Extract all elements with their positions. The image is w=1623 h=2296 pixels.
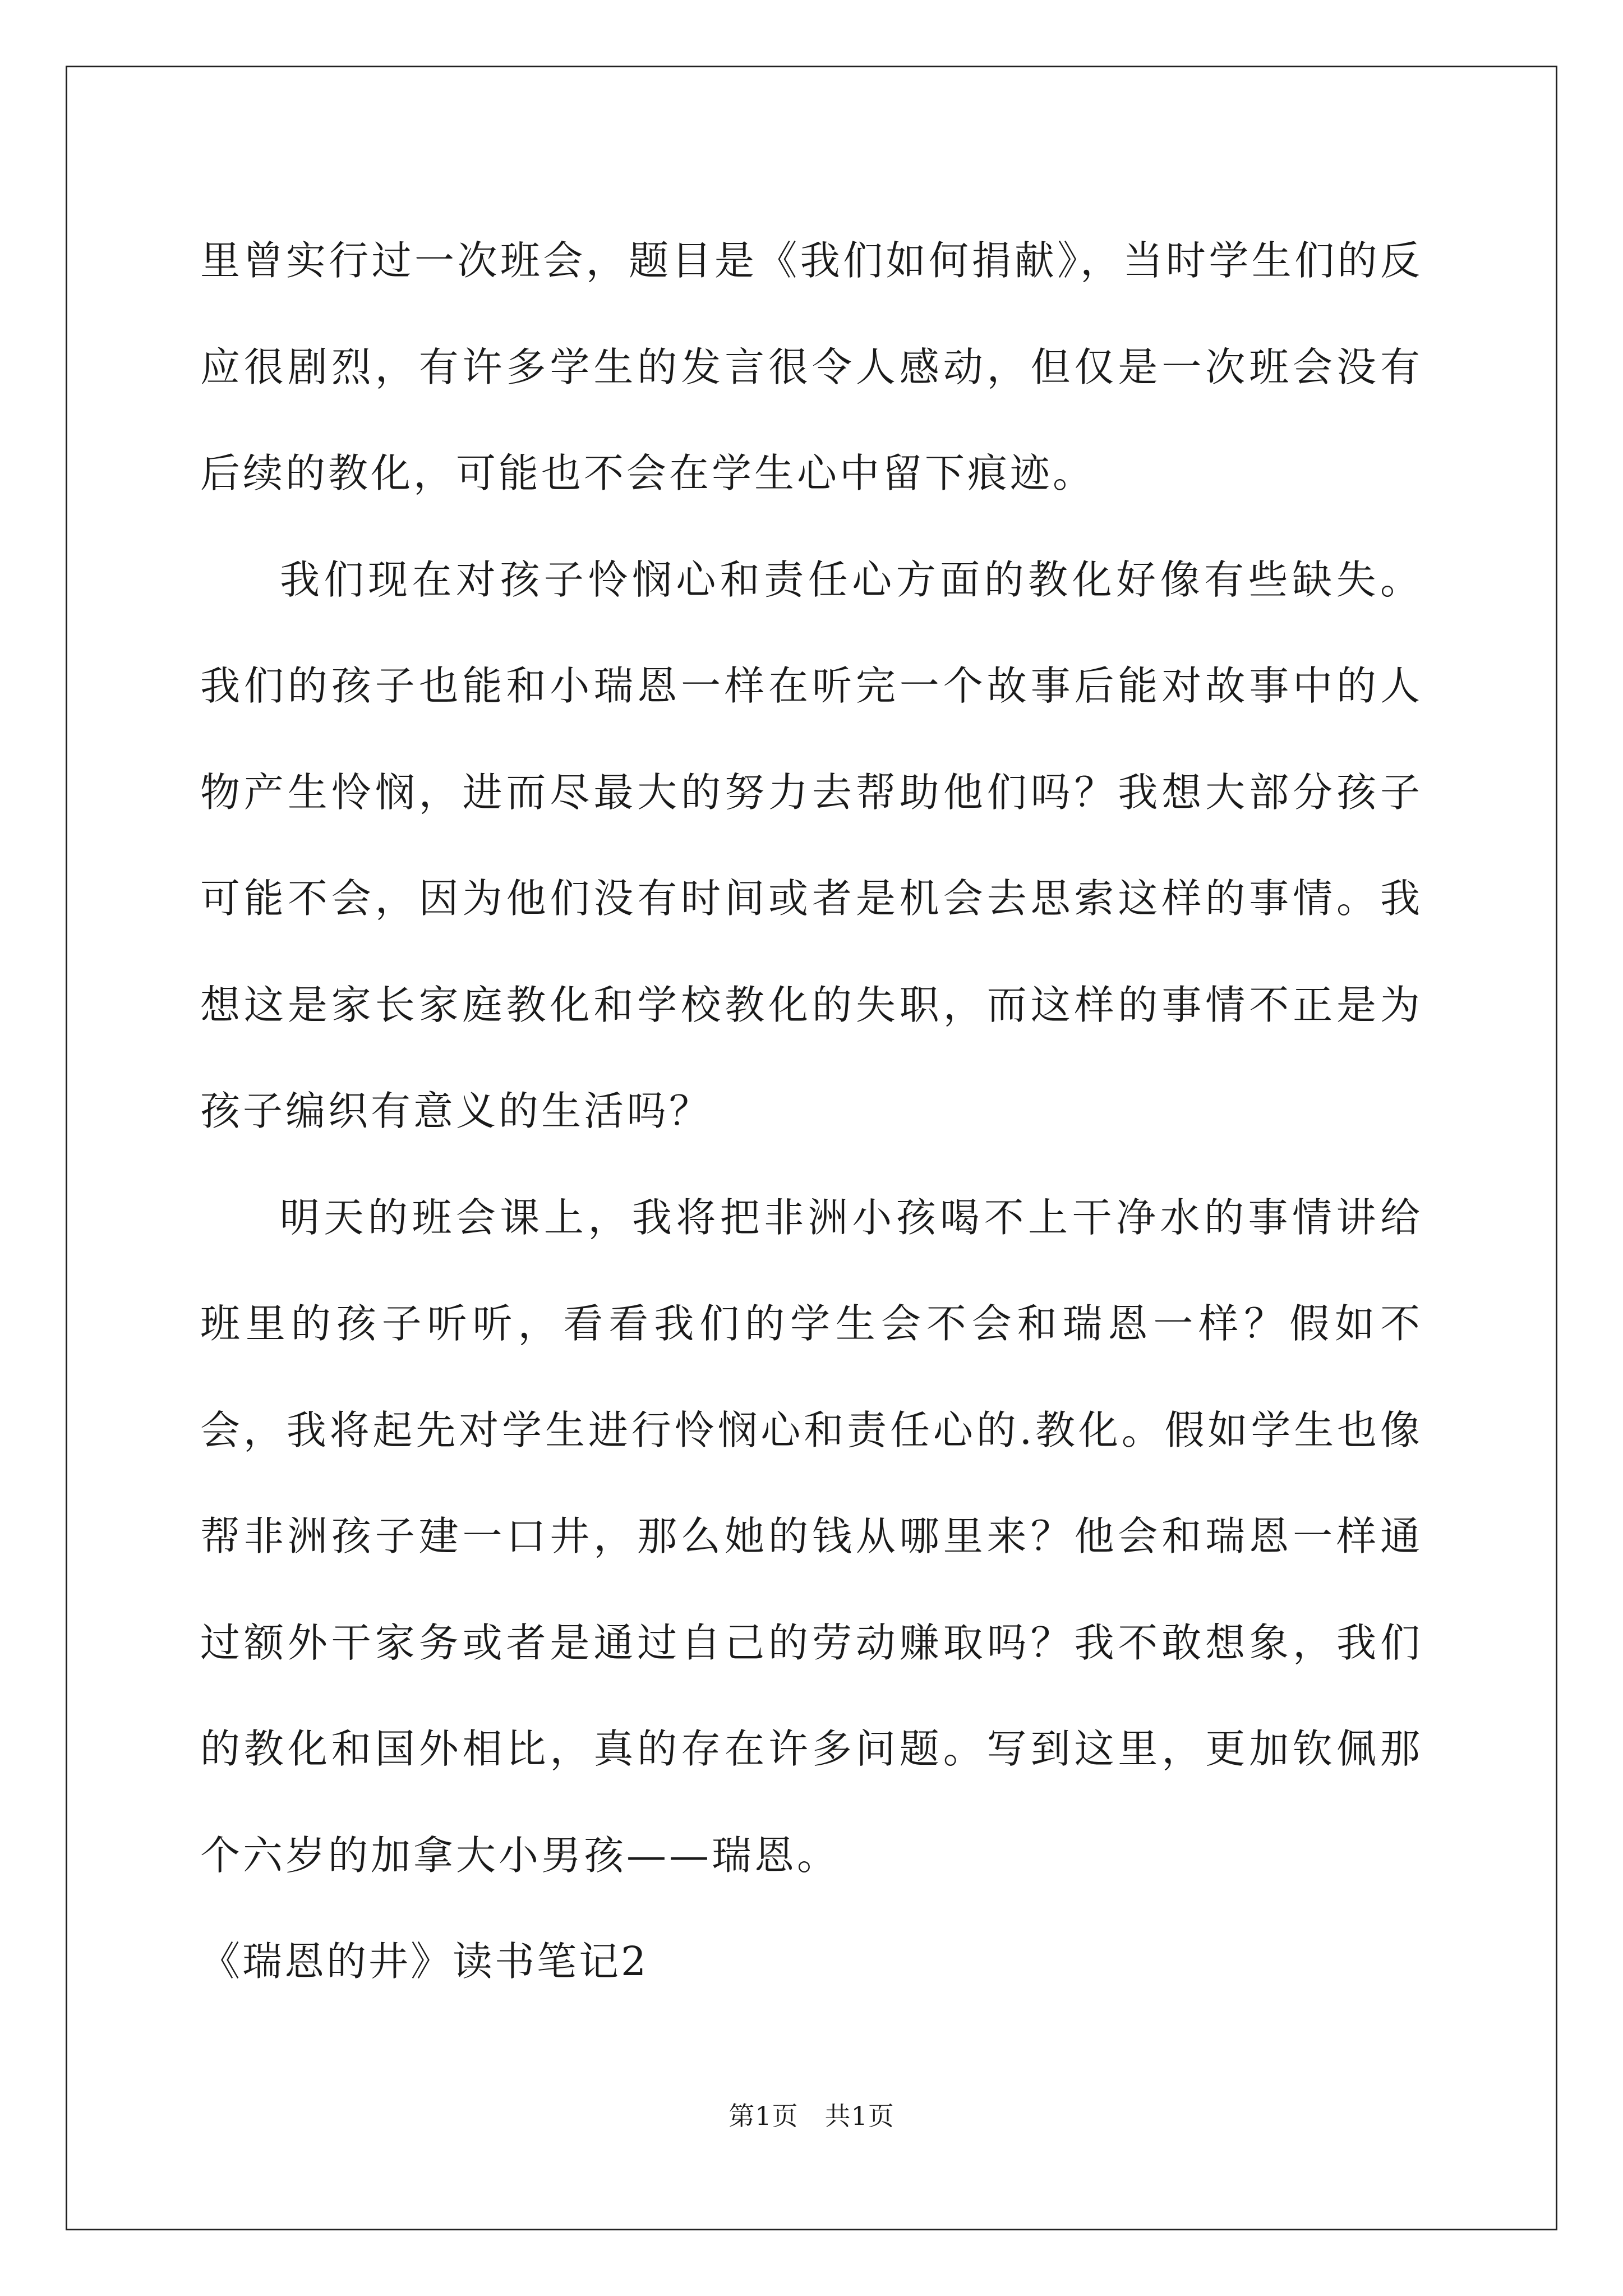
paragraph-2: 我们现在对孩子怜悯心和责任心方面的教化好像有些缺失。我们的孩子也能和小瑞恩一样在听完一个故事后能对故事中的人物产生怜悯，进而尽最大的努力去帮助他们吗？我想大部分孩子可能不会，因为他们没有时间或者是机会去思索这样的事情。我想这是家长家庭教化和学校教化的失职，而这样的事情不正是为孩子编织有意义的生活吗？	[200, 556, 1423, 1134]
section-heading: 《瑞恩的井》读书笔记2	[200, 1938, 649, 1985]
paragraph-1: 里曾实行过一次班会，题目是《我们如何捐献》，当时学生们的反应很剧烈，有许多学生的发言很令人感动，但仅是一次班会没有后续的教化，可能也不会在学生心中留下痕迹。	[200, 237, 1423, 496]
document-body	[200, 208, 1423, 2015]
paragraph-3: 明天的班会课上，我将把非洲小孩喝不上干净水的事情讲给班里的孩子听听，看看我们的学生会不会和瑞恩一样？假如不会，我将起先对学生进行怜悯心和责任心的.教化。假如学生也像帮非洲孩子建一口井，那么她的钱从哪里来？他会和瑞恩一样通过额外干家务或者是通过自己的劳动赚取吗？我不敢想象，我们的教化和国外相比，真的存在许多问题。写到这里，更加钦佩那个六岁的加拿大小男孩——瑞恩。	[200, 1194, 1423, 1879]
page-total: 共1页	[824, 2101, 895, 2131]
page-number: 第1页	[728, 2101, 799, 2131]
page-footer	[0, 2099, 1623, 2133]
